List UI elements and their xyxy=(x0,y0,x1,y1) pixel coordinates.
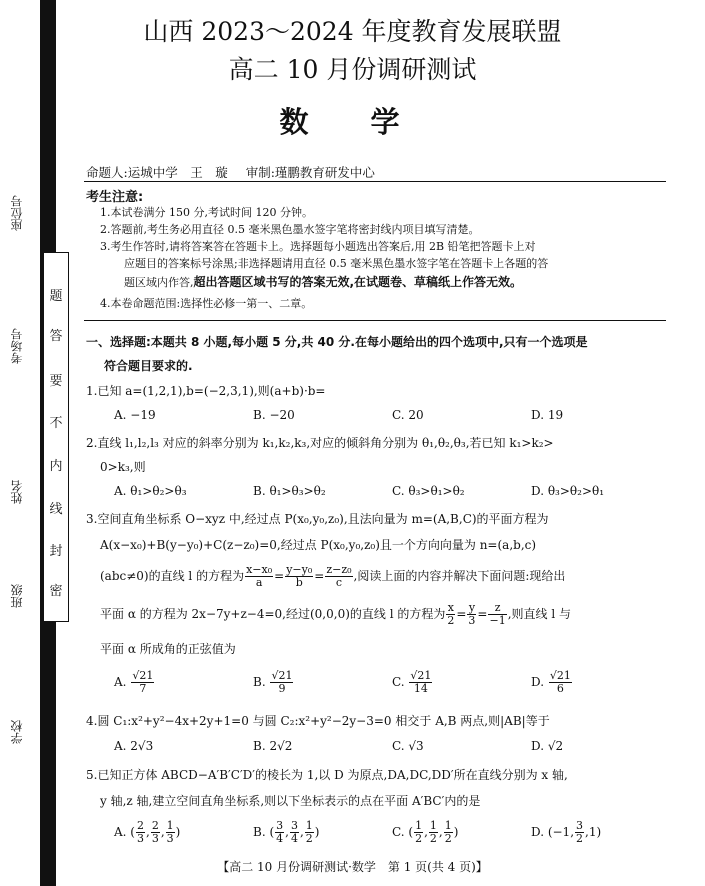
option-text: D. (−1, xyxy=(531,825,575,839)
option-label: B. xyxy=(253,825,266,839)
option-a: A. ( $\frac{2}{3}$ , $\frac{2}{3}$ , $\frac{1}{3}$ ) xyxy=(114,819,181,845)
question-3: 3.空间直角坐标系 O−xyz 中,经过点 P(x₀,y₀,z₀),且法向量为 m=(A,B,C)的平面方程为 xyxy=(86,512,549,526)
school-label: 学校 xyxy=(10,720,24,744)
subject-title: 数 学 xyxy=(279,105,426,139)
denominator: 3 xyxy=(136,832,144,845)
question-3-plane: 平面 α 的方程为 2x−7y+z−4=0,经过(0,0,0)的直线 l 的方程为 $\frac{x}{2}$ = $\frac{y}{3}$ = $\frac{z}{-1}$ ,则直线 l 与 xyxy=(100,601,571,627)
question-1: 1.已知 a=(1,2,1),b=(−2,3,1),则(a+b)·b= xyxy=(86,384,326,398)
question-3-cont: A(x−x₀)+B(y−y₀)+C(z−z₀)=0,经过点 P(x₀,y₀,z₀)且一个方向向量为 n=(a,b,c) xyxy=(100,538,537,552)
denominator: 2 xyxy=(444,832,452,845)
notice-item xyxy=(124,274,664,291)
numerator: 3 xyxy=(576,819,584,832)
option-a: A. θ₁>θ₂>θ₃ xyxy=(114,484,187,498)
option-b xyxy=(253,670,294,695)
text: 平面 α 的方程为 2x−7y+z−4=0,经过(0,0,0)的直线 l 的方程为 xyxy=(100,607,446,621)
binding-word: 密 xyxy=(49,584,63,599)
class-label: 班级 xyxy=(10,584,24,608)
option-d xyxy=(531,820,601,845)
numerator: x xyxy=(447,601,454,614)
divider xyxy=(84,181,666,182)
notice-emphasis: 超出答题区域书写的答案无效,在试题卷、草稿纸上作答无效。 xyxy=(193,275,523,289)
notice-item: 3.考生作答时,请将答案答在答题卡上。选择题每小题选出答案后,用 2B 铅笔把答题卡上对 xyxy=(100,240,536,253)
option-c xyxy=(392,670,433,695)
fraction xyxy=(488,602,506,627)
binding-word: 封 xyxy=(49,544,63,559)
notice-item: 2.答题前,考生务必用直径 0.5 毫米黑色墨水签字笔将密封线内项目填写清楚。 xyxy=(100,223,480,236)
option-b: B. θ₁>θ₃>θ₂ xyxy=(253,484,326,498)
text: (abc≠0)的直线 l 的方程为 xyxy=(100,569,245,583)
option-text: ,1) xyxy=(585,825,602,839)
numerator: 3 xyxy=(290,819,298,832)
notice-item: 1.本试卷满分 150 分,考试时间 120 分钟。 xyxy=(100,206,313,219)
notice-text: 题区域内作答, xyxy=(124,276,194,289)
numerator: x−x₀ xyxy=(246,563,273,576)
option-c: C. ( $\frac{1}{2}$ , $\frac{1}{2}$ , $\frac{1}{2}$ ) xyxy=(392,819,459,845)
option-c: C. √3 xyxy=(392,739,424,753)
binding-word: 线 xyxy=(49,502,63,517)
numerator: z xyxy=(488,602,506,615)
exam-title: 山西 2023～2024 年度教育发展联盟 xyxy=(143,17,562,46)
author-line xyxy=(86,163,389,181)
numerator: 3 xyxy=(276,819,284,832)
denominator: −1 xyxy=(489,614,506,627)
numerator: y xyxy=(468,601,476,614)
option-a: A. −19 xyxy=(114,408,156,422)
page-footer: 【高二 10 月份调研测试·数学 第 1 页(共 4 页)】 xyxy=(217,860,488,874)
numerator: 2 xyxy=(151,819,159,832)
section-heading-cont: 符合题目要求的. xyxy=(104,359,193,373)
fraction xyxy=(446,602,455,627)
option-d: D. √2 xyxy=(531,739,564,753)
fraction xyxy=(467,602,476,627)
question-2: 2.直线 l₁,l₂,l₃ 对应的斜率分别为 k₁,k₂,k₃,对应的倾斜角分别为 θ₁,θ₂,θ₃,若已知 k₁>k₂> xyxy=(86,436,554,450)
numerator: 1 xyxy=(429,819,437,832)
option-c: C. θ₃>θ₁>θ₂ xyxy=(392,484,465,498)
denominator: c xyxy=(335,576,342,589)
denominator: 2 xyxy=(447,614,455,627)
option-label: A. xyxy=(114,675,127,689)
denominator: a xyxy=(255,576,263,589)
section-heading: 一、选择题:本题共 8 小题,每小题 5 分,共 40 分.在每小题给出的四个选项中,只有一个选项是 xyxy=(86,335,588,349)
binding-word: 内 xyxy=(49,459,63,474)
option-d: D. 19 xyxy=(531,408,564,422)
fraction xyxy=(245,564,273,589)
numerator: z−z₀ xyxy=(326,563,352,576)
reviewer: 审制:瑾鹏教育研发中心 xyxy=(245,165,375,180)
fraction xyxy=(325,564,352,589)
denominator: 2 xyxy=(429,832,437,845)
denominator: 4 xyxy=(290,832,298,845)
numerator: 1 xyxy=(166,819,174,832)
notice-item: 4.本卷命题范围:选择性必修一第一、二章。 xyxy=(100,297,313,310)
option-d: D. θ₃>θ₂>θ₁ xyxy=(531,484,605,498)
notice-item: 应题目的答案标号涂黑;非选择题请用直径 0.5 毫米黑色墨水签字笔在答题卡上各题的答 xyxy=(124,257,549,270)
option-b: B. −20 xyxy=(253,408,295,422)
option-label: C. xyxy=(392,675,405,689)
text: ,则直线 l 与 xyxy=(507,607,571,621)
denominator: 3 xyxy=(166,832,174,845)
numerator: √21 xyxy=(549,669,571,682)
denominator: 6 xyxy=(556,682,564,695)
denominator: 9 xyxy=(278,682,286,695)
divider xyxy=(84,320,666,321)
numerator: 1 xyxy=(444,819,452,832)
option-a xyxy=(114,670,155,695)
option-label: D. xyxy=(531,675,545,689)
question-3-line-equation: (abc≠0)的直线 l 的方程为 $\frac{\text{x−x₀}}{a}$ = $\frac{\text{y−y₀}}{b}$ = $\frac{\text{z−z₀}}{c}$ ,阅读上面的内容并解决下面问题:现给出 xyxy=(100,563,566,589)
denominator: b xyxy=(295,576,303,589)
name-label: 姓名 xyxy=(10,480,24,504)
numerator: √21 xyxy=(132,669,154,682)
numerator: √21 xyxy=(410,669,432,682)
exam-room-label: 考场号 xyxy=(10,328,24,364)
numerator: 1 xyxy=(415,819,423,832)
binding-box xyxy=(43,252,69,622)
question-3-ask: 平面 α 所成角的正弦值为 xyxy=(100,642,236,656)
binding-word: 答 xyxy=(49,329,63,344)
denominator: 2 xyxy=(415,832,423,845)
numerator: 1 xyxy=(305,819,313,832)
option-d xyxy=(531,670,573,695)
denominator: 2 xyxy=(305,832,313,845)
notice-title: 考生注意: xyxy=(86,190,144,205)
binding-word: 题 xyxy=(49,289,63,304)
fraction xyxy=(285,564,313,589)
question-4: 4.圆 C₁:x²+y²−4x+2y+1=0 与圆 C₂:x²+y²−2y−3=0 相交于 A,B 两点,则|AB|等于 xyxy=(86,714,550,728)
numerator: √21 xyxy=(271,669,293,682)
question-5-cont: y 轴,z 轴,建立空间直角坐标系,则以下坐标表示的点在平面 A′BC′内的是 xyxy=(100,794,481,808)
option-label: C. xyxy=(392,825,405,839)
numerator: y−y₀ xyxy=(286,563,313,576)
option-b: B. ( $\frac{3}{4}$ , $\frac{3}{4}$ , $\frac{1}{2}$ ) xyxy=(253,819,320,845)
option-label: A. xyxy=(114,825,127,839)
author: 命题人:运城中学 王 璇 xyxy=(86,165,228,180)
option-label: B. xyxy=(253,675,266,689)
question-2-cont: 0>k₃,则 xyxy=(100,460,146,474)
binding-word: 要 xyxy=(49,374,63,389)
option-b: B. 2√2 xyxy=(253,739,293,753)
exam-subtitle: 高二 10 月份调研测试 xyxy=(228,55,477,84)
denominator: 14 xyxy=(413,682,428,695)
numerator: 2 xyxy=(136,819,144,832)
option-a: A. 2√3 xyxy=(114,739,154,753)
denominator: 7 xyxy=(139,682,147,695)
seat-number-label: 座位号 xyxy=(10,195,24,231)
text: ,阅读上面的内容并解决下面问题:现给出 xyxy=(353,569,566,583)
option-c: C. 20 xyxy=(392,408,424,422)
denominator: 4 xyxy=(276,832,284,845)
denominator: 2 xyxy=(576,832,584,845)
question-5: 5.已知正方体 ABCD−A′B′C′D′的棱长为 1,以 D 为原点,DA,DC,DD′所在直线分别为 x 轴, xyxy=(86,768,568,782)
denominator: 3 xyxy=(468,614,476,627)
denominator: 3 xyxy=(151,832,159,845)
binding-word: 不 xyxy=(49,416,63,431)
